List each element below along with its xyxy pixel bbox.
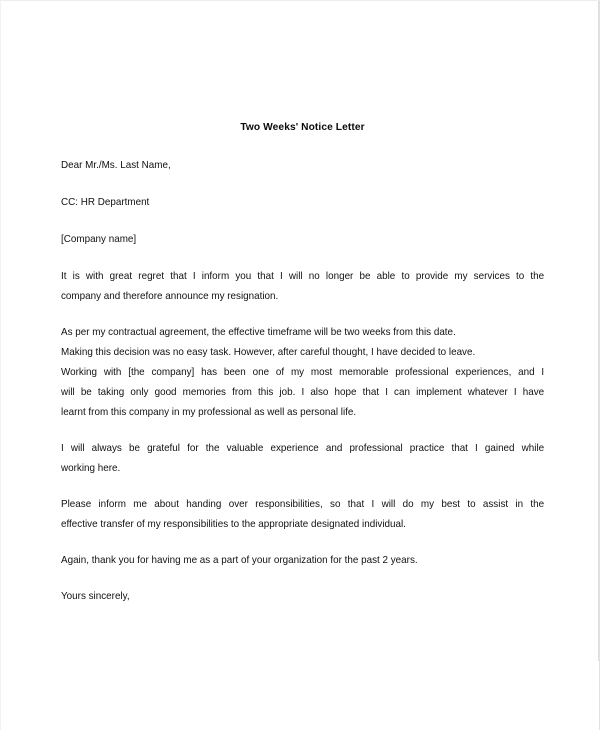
paragraph-line: company and therefore announce my resignation.: [61, 290, 279, 302]
paragraph-line: I will always be grateful for the valuable experience and professional practice that I gained while: [61, 442, 545, 454]
cc-line: CC: HR Department: [61, 196, 150, 208]
paragraph-line: working here.: [61, 462, 121, 474]
company-name-placeholder: [Company name]: [61, 233, 137, 245]
paragraph-handover: [61, 494, 544, 534]
paragraph-closing-thanks: [61, 550, 544, 570]
paragraph-line: will be taking only good memories from this job. I also hope that I can implement whatever I have: [61, 386, 545, 398]
paragraph-line: It is with great regret that I inform you that I will no longer be able to provide my services to the: [61, 270, 545, 282]
paragraph-notice-period: [61, 322, 544, 422]
paragraph-line: effective transfer of my responsibilities to the appropriate designated individual.: [61, 518, 406, 530]
paragraph-line: Working with [the company] has been one of my most memorable professional experiences, and I: [61, 366, 545, 378]
salutation-line: Dear Mr./Ms. Last Name,: [61, 159, 171, 171]
page-title: Two Weeks' Notice Letter: [240, 121, 365, 133]
paragraph-line: Again, thank you for having me as a part of your organization for the past 2 years.: [61, 554, 418, 566]
paragraph-resignation-statement: [61, 266, 544, 306]
paragraph-gratitude: [61, 438, 544, 478]
paragraph-line: Please inform me about handing over responsibilities, so that I will do my best to assist in the: [61, 498, 545, 510]
paragraph-line: As per my contractual agreement, the effective timeframe will be two weeks from this date.: [61, 326, 456, 338]
paragraph-line: learnt from this company in my professional as well as personal life.: [61, 406, 357, 418]
closing-signature-line: Yours sincerely,: [61, 590, 130, 602]
paragraph-line: Making this decision was no easy task. However, after careful thought, I have decided to leave.: [61, 346, 476, 358]
letter-body: [61, 121, 544, 606]
